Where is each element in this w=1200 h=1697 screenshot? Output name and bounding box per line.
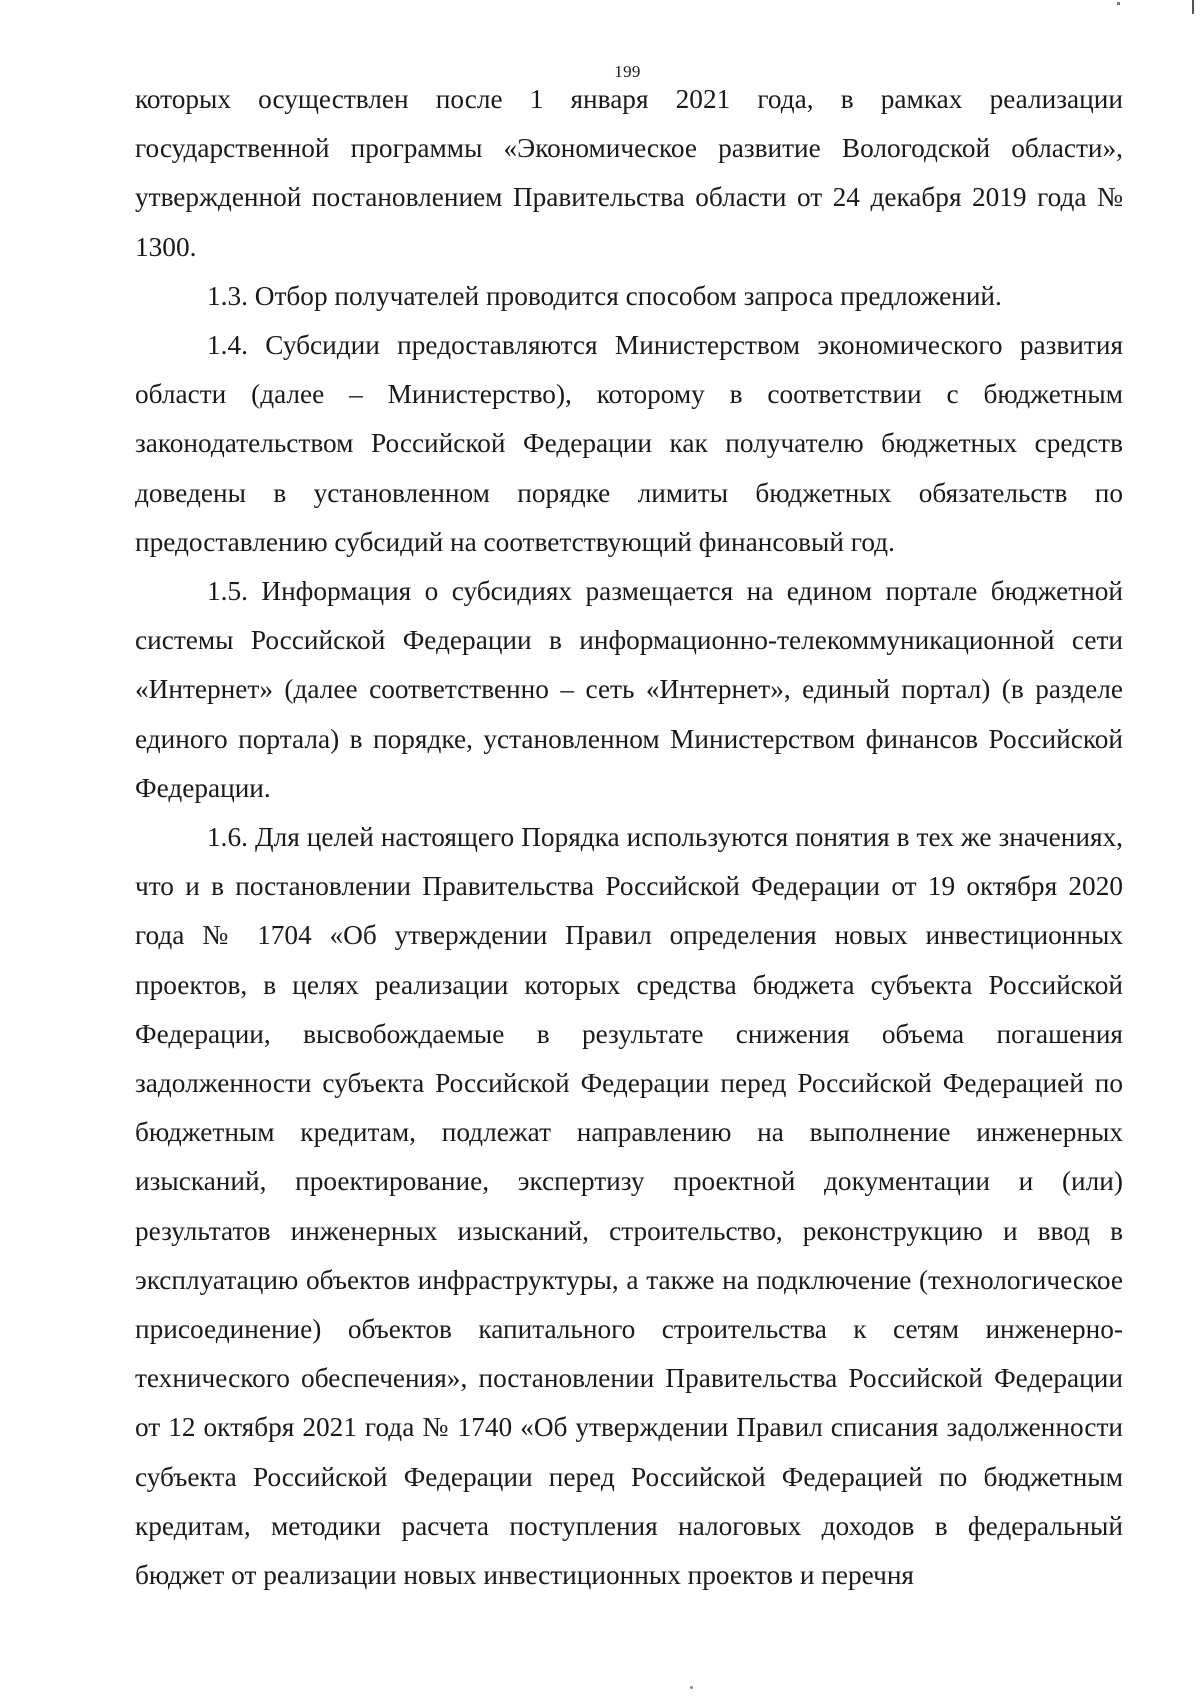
document-body <box>135 75 1123 1600</box>
paragraph-1-3: 1.3. Отбор получателей проводится способом запроса предложений. <box>207 280 1002 311</box>
paragraph-1-4: 1.4. Субсидии предоставляются Министерством экономического развития области (далее – Министерство), которому в соответствии с бюджетным законодательством Российской Федерации как получателю бюджетных средств доведены в установленном порядке лимиты бюджетных обязательств по предоставлению субсидий на соответствующий финансовый год. <box>135 330 1123 557</box>
scan-speck-bottom <box>690 1686 693 1689</box>
paragraph-1-6: 1.6. Для целей настоящего Порядка используются понятия в тех же значениях, что и в постановлении Правительства Российской Федерации от 19 октября 2020 года № 1704 «Об утверждении Правил определения новых инвестиционных проектов, в целях реализации которых средства бюджета субъекта Российской Федерации, высвобождаемые в результате снижения объема погашения задолженности субъекта Российской Федерации перед Российской Федерацией по бюджетным кредитам, подлежат направлению на выполнение инженерных изысканий, проектирование, экспертизу проектной документации и (или) результатов инженерных изысканий, строительство, реконструкцию и ввод в эксплуатацию объектов инфраструктуры, а также на подключение (технологическое присоединение) объектов капитального строительства к сетям инженерно-технического обеспечения», постановлении Правительства Российской Федерации от 12 октября 2021 года № 1740 «Об утверждении Правил списания задолженности субъекта Российской Федерации перед Российской Федерацией по бюджетным кредитам, методики расчета поступления налоговых доходов в федеральный бюджет от реализации новых инвестиционных проектов и перечня <box>135 822 1123 1591</box>
paragraph-continuation: которых осуществлен после 1 января 2021 года, в рамках реализации государственной программы «Экономическое развитие Вологодской области», утвержденной постановлением Правительства области от 24 декабря 2019 года № 1300. <box>135 84 1123 262</box>
page-number: 199 <box>614 62 641 81</box>
scan-speck <box>1117 2 1120 5</box>
scan-edge-mark <box>1192 0 1194 14</box>
paragraph-1-5: 1.5. Информация о субсидиях размещается на едином портале бюджетной системы Российской Федерации в информационно-телекоммуникационной сети «Интернет» (далее соответственно – сеть «Интернет», единый портал) (в разделе единого портала) в порядке, установленном Министерством финансов Российской Федерации. <box>135 576 1123 803</box>
